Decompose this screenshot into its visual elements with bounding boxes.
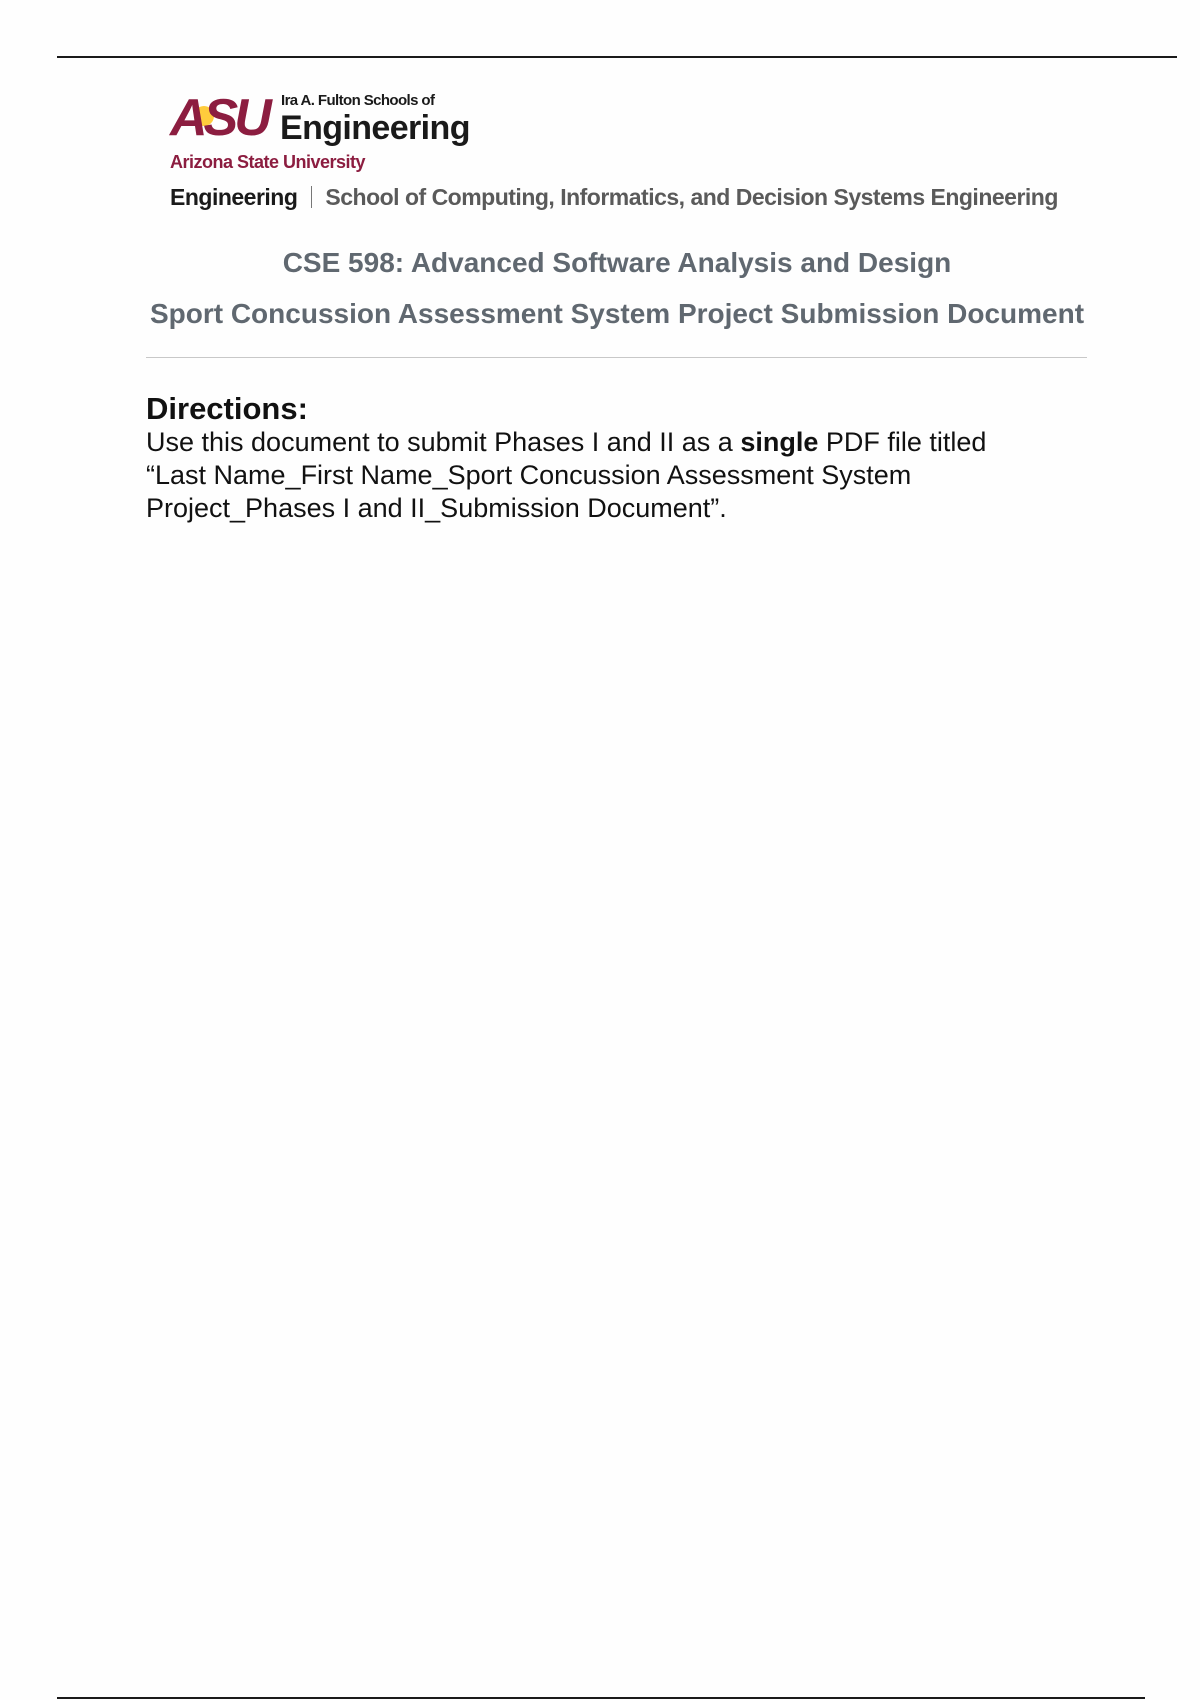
directions-line-3: Project_Phases I and II_Submission Document”. bbox=[146, 493, 727, 523]
unit-line bbox=[170, 184, 1058, 211]
logo-school-line: Ira A. Fulton Schools of bbox=[281, 92, 435, 109]
logo-university-name: Arizona State University bbox=[170, 152, 366, 172]
unit-engineering: Engineering bbox=[170, 184, 298, 210]
directions-paragraph bbox=[146, 426, 1046, 525]
asu-wordmark: ASU bbox=[170, 89, 268, 147]
directions-text-after: PDF file titled bbox=[818, 427, 987, 457]
directions-text-before: Use this document to submit Phases I and II as a bbox=[146, 427, 741, 457]
asu-logo-mark bbox=[170, 89, 274, 147]
unit-divider bbox=[311, 186, 312, 208]
top-border-rule bbox=[57, 56, 1177, 58]
directions-heading: Directions: bbox=[146, 391, 308, 426]
asu-engineering-logo bbox=[170, 89, 500, 178]
document-title: Sport Concussion Assessment System Project Submission Document bbox=[149, 298, 1085, 329]
bottom-border-rule bbox=[57, 1697, 1145, 1699]
directions-line-2: “Last Name_First Name_Sport Concussion Assessment System bbox=[146, 460, 912, 490]
unit-school-name: School of Computing, Informatics, and Decision Systems Engineering bbox=[325, 184, 1058, 210]
directions-line-1 bbox=[146, 426, 1046, 459]
logo-school-name: Engineering bbox=[280, 109, 470, 147]
title-divider bbox=[146, 357, 1087, 358]
directions-bold-word: single bbox=[740, 427, 819, 457]
course-title: CSE 598: Advanced Software Analysis and Design bbox=[282, 247, 952, 278]
